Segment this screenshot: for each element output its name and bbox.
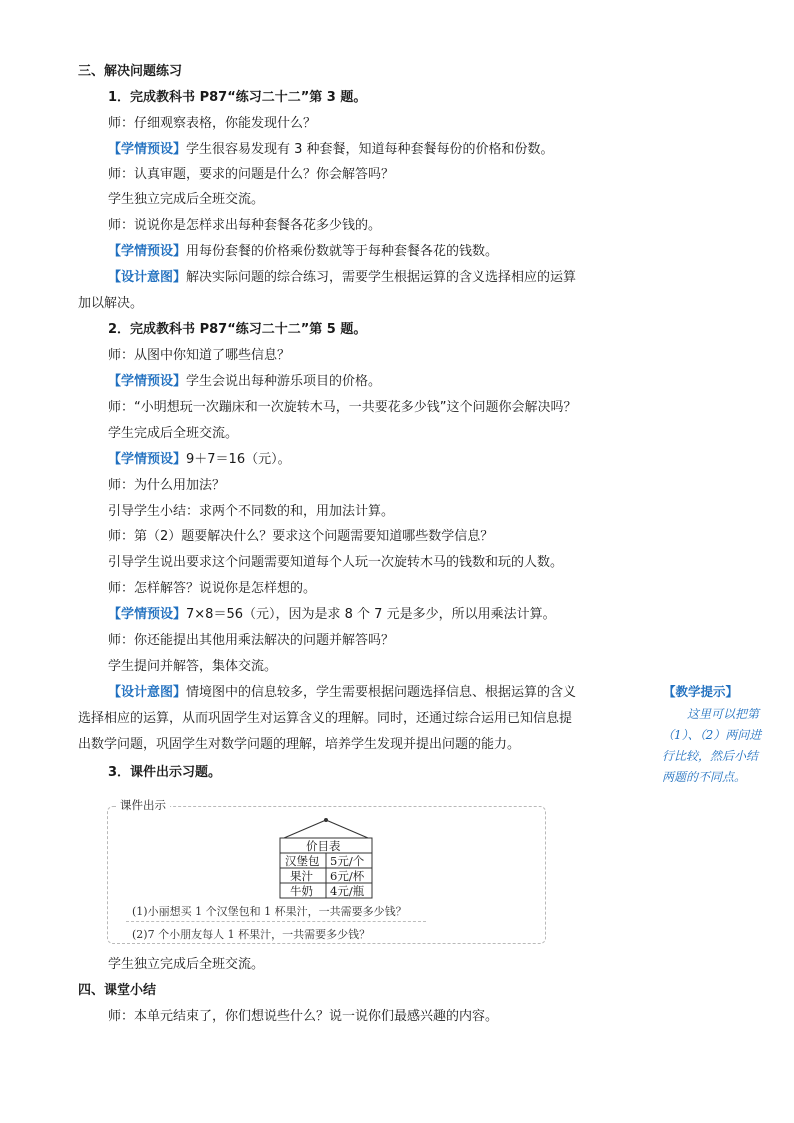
text-line: [108, 476, 225, 496]
text-line: [108, 216, 381, 236]
line-text: 解决实际问题的综合练习，需要学生根据运算的含义选择相应的运算: [186, 270, 577, 285]
section-heading: [108, 320, 366, 340]
annotation-tag: 【学情预设】: [108, 607, 187, 622]
text-line: [78, 735, 520, 755]
text-line: [108, 605, 556, 625]
teaching-tip-title: 【教学提示】: [663, 684, 739, 699]
text-line: [108, 372, 381, 392]
annotation-tag: 【学情预设】: [108, 142, 187, 157]
line-text: 3．课件出示习题。: [108, 765, 222, 780]
text-line: [108, 165, 394, 185]
text-line: [108, 657, 277, 677]
line-text: 7×8＝56（元），因为是求 8 个 7 元是多少，所以用乘法计算。: [186, 607, 556, 622]
section-heading: [108, 88, 366, 108]
line-text: 用每份套餐的价格乘份数就等于每种套餐各花的钱数。: [186, 244, 499, 259]
text-line: 学生独立完成后全班交流。: [108, 957, 265, 972]
price-value-juice: 6元/杯: [330, 869, 365, 883]
teaching-tip-line: 两题的不同点。: [662, 770, 747, 784]
line-text: 引导学生说出要求这个问题需要知道每个人玩一次旋转木马的钱数和玩的人数。: [108, 555, 564, 570]
line-text: 三、解决问题练习: [78, 64, 183, 79]
annotation-tag: 【学情预设】: [108, 244, 187, 259]
teaching-tip-line: （1）、（2）两问进: [662, 728, 762, 742]
teaching-tip-line: 这里可以把第: [687, 707, 760, 721]
price-item-juice: 果汁: [290, 869, 313, 883]
line-text: 师：仔细观察表格，你能发现什么？: [108, 116, 317, 131]
annotation-tag: 【设计意图】: [108, 270, 187, 285]
line-text: 9＋7＝16（元）。: [186, 452, 291, 467]
teaching-tip-line: 行比较，然后小结: [662, 749, 759, 763]
text-line: [108, 140, 554, 160]
question-separator: [126, 921, 426, 922]
annotation-tag: 【学情预设】: [108, 374, 187, 389]
courseware-label: 课件出示: [116, 797, 170, 813]
line-text: 2．完成教科书 P87“练习二十二”第 5 题。: [108, 322, 367, 337]
text-line: [108, 242, 498, 262]
text-line: [108, 114, 316, 134]
line-text: 引导学生小结：求两个不同数的和，用加法计算。: [108, 504, 395, 519]
line-text: 师：第（2）题要解决什么？要求这个问题需要知道哪些数学信息？: [108, 529, 494, 544]
line-text: 学生提问并解答，集体交流。: [108, 659, 278, 674]
line-text: 师：怎样解答？说说你是怎样想的。: [108, 581, 317, 596]
text-line: [108, 398, 576, 418]
annotation-tag: 【学情预设】: [108, 452, 187, 467]
section-heading: [78, 62, 182, 82]
text-line: [108, 268, 576, 288]
price-value-milk: 4元/瓶: [330, 884, 365, 898]
line-text: 师：为什么用加法？: [108, 478, 226, 493]
line-text: 加以解决。: [78, 296, 144, 311]
text-line: [78, 294, 143, 314]
line-text: 学生会说出每种游乐项目的价格。: [186, 374, 382, 389]
line-text: 师：认真审题，要求的问题是什么？你会解答吗？: [108, 167, 395, 182]
text-line: [108, 631, 394, 651]
line-text: 1．完成教科书 P87“练习二十二”第 3 题。: [108, 90, 367, 105]
text-line: [108, 553, 563, 573]
line-text: 学生很容易发现有 3 种套餐，知道每种套餐每份的价格和份数。: [186, 142, 554, 157]
line-text: 出数学问题，巩固学生对数学问题的理解，培养学生发现并提出问题的能力。: [78, 737, 521, 752]
line-text: 学生独立完成后全班交流。: [108, 192, 265, 207]
text-line: [108, 502, 394, 522]
line-text: 师：“小明想玩一次蹦床和一次旋转木马，一共要花多少钱”这个问题你会解决吗？: [108, 400, 577, 415]
price-item-hamburger: 汉堡包: [285, 854, 320, 868]
courseware-question-1: (1)小丽想买 1 个汉堡包和 1 杯果汁，一共需要多少钱？: [132, 905, 407, 918]
text-line: [108, 450, 291, 470]
price-item-milk: 牛奶: [290, 884, 313, 898]
annotation-tag: 【设计意图】: [108, 685, 187, 700]
line-text: 选择相应的运算，从而巩固学生对运算含义的理解。同时，还通过综合运用已知信息提: [78, 711, 573, 726]
section-heading: [108, 763, 221, 783]
price-value-hamburger: 5元/个: [330, 854, 365, 868]
text-line: [108, 190, 264, 210]
line-text: 情境图中的信息较多，学生需要根据问题选择信息、根据运算的含义: [186, 685, 577, 700]
text-line: [108, 527, 493, 547]
text-line: 师：本单元结束了，你们想说些什么？说一说你们最感兴趣的内容。: [108, 1009, 499, 1024]
text-line: [108, 579, 316, 599]
text-line: [78, 709, 572, 729]
text-line: [108, 424, 238, 444]
text-line: [108, 346, 290, 366]
line-text: 师：从图中你知道了哪些信息？: [108, 348, 291, 363]
price-board-title: 价目表: [306, 839, 341, 853]
line-text: 学生完成后全班交流。: [108, 426, 239, 441]
line-text: 师：说说你是怎样求出每种套餐各花多少钱的。: [108, 218, 382, 233]
section-heading: 四、课堂小结: [78, 983, 157, 998]
text-line: [108, 683, 576, 703]
courseware-question-2: (2)7 个小朋友每人 1 杯果汁，一共需要多少钱？: [132, 928, 371, 941]
line-text: 师：你还能提出其他用乘法解决的问题并解答吗？: [108, 633, 395, 648]
